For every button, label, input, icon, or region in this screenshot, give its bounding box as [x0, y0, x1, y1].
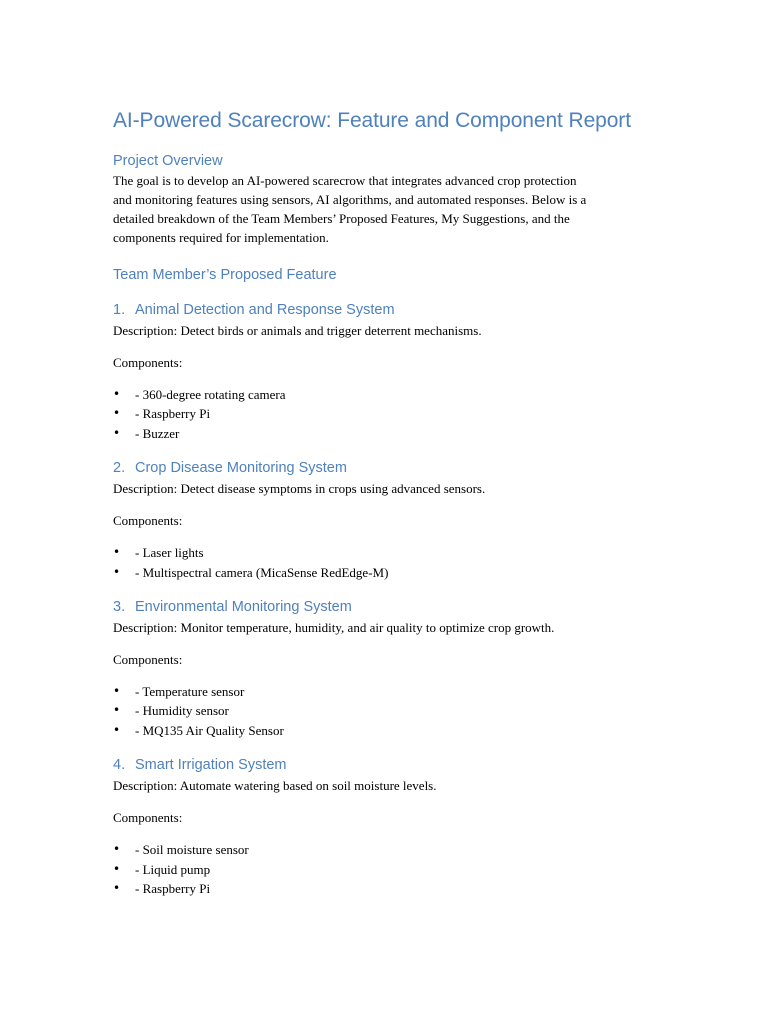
components-label: Components:	[113, 810, 183, 826]
component-text: - Laser lights	[135, 545, 204, 561]
feature-number: 2.	[113, 460, 126, 477]
bullet-icon: •	[113, 564, 121, 579]
list-item	[113, 682, 658, 701]
component-text: - Liquid pump	[135, 861, 211, 877]
list-item	[113, 563, 658, 582]
list-item	[113, 701, 658, 720]
component-text: - Raspberry Pi	[135, 406, 211, 422]
feature-title: Environmental Monitoring System	[135, 599, 352, 616]
bullet-icon: •	[113, 545, 121, 560]
feature-number: 1.	[113, 302, 126, 318]
document-page	[113, 106, 658, 898]
feature-title: Crop Disease Monitoring System	[135, 460, 347, 477]
feature-title: Animal Detection and Response System	[135, 302, 395, 318]
component-text: - Multispectral camera (MicaSense RedEdge-M)	[135, 564, 389, 580]
feature-description: Description: Detect disease symptoms in crops using advanced sensors.	[113, 481, 486, 497]
list-item	[113, 879, 658, 898]
bullet-icon: •	[113, 425, 121, 440]
component-text: - MQ135 Air Quality Sensor	[135, 722, 284, 738]
document-title: AI-Powered Scarecrow: Feature and Component Report	[113, 109, 631, 132]
list-item	[113, 840, 658, 859]
bullet-icon: •	[113, 387, 121, 401]
overview-line: and monitoring features using sensors, AI algorithms, and automated responses. Below is a	[113, 192, 587, 207]
feature-section-4	[113, 755, 658, 898]
list-item	[113, 721, 658, 740]
bullet-icon: •	[113, 881, 121, 896]
project-overview-heading: Project Overview	[113, 153, 223, 169]
list-item	[113, 424, 658, 443]
bullet-icon: •	[113, 684, 121, 699]
overview-line: components required for implementation.	[113, 230, 329, 245]
component-text: - Humidity sensor	[135, 703, 229, 719]
feature-title: Smart Irrigation System	[135, 757, 287, 774]
components-label: Components:	[113, 513, 183, 529]
bullet-icon: •	[113, 722, 121, 737]
components-list	[113, 543, 658, 582]
component-text: - Buzzer	[135, 425, 180, 441]
feature-heading	[113, 597, 658, 617]
feature-description: Description: Monitor temperature, humidity, and air quality to optimize crop growth.	[113, 620, 555, 636]
feature-heading	[113, 755, 658, 775]
bullet-icon: •	[113, 861, 121, 876]
list-item	[113, 404, 658, 423]
feature-description: Description: Detect birds or animals and trigger deterrent mechanisms.	[113, 323, 482, 338]
components-list	[113, 385, 658, 443]
feature-description: Description: Automate watering based on soil moisture levels.	[113, 778, 437, 794]
component-text: - 360-degree rotating camera	[135, 387, 286, 402]
team-proposed-feature-heading: Team Member’s Proposed Feature	[113, 267, 337, 283]
list-item	[113, 385, 658, 404]
components-label: Components:	[113, 355, 183, 370]
feature-section-3	[113, 597, 658, 740]
project-overview-text	[113, 171, 658, 247]
bullet-icon: •	[113, 703, 121, 718]
feature-heading	[113, 458, 658, 478]
components-list	[113, 682, 658, 740]
bullet-icon: •	[113, 406, 121, 421]
feature-heading	[113, 300, 658, 320]
components-label: Components:	[113, 652, 183, 668]
overview-line: The goal is to develop an AI-powered scarecrow that integrates advanced crop protection	[113, 173, 577, 188]
components-list	[113, 840, 658, 898]
list-item	[113, 860, 658, 879]
component-text: - Raspberry Pi	[135, 881, 211, 897]
feature-number: 3.	[113, 599, 126, 616]
component-text: - Temperature sensor	[135, 684, 245, 700]
feature-section-2	[113, 458, 658, 582]
feature-number: 4.	[113, 757, 126, 774]
overview-line: detailed breakdown of the Team Members’ Proposed Features, My Suggestions, and the	[113, 211, 570, 226]
feature-section-1	[113, 300, 658, 443]
component-text: - Soil moisture sensor	[135, 842, 249, 858]
list-item	[113, 543, 658, 562]
bullet-icon: •	[113, 842, 121, 857]
